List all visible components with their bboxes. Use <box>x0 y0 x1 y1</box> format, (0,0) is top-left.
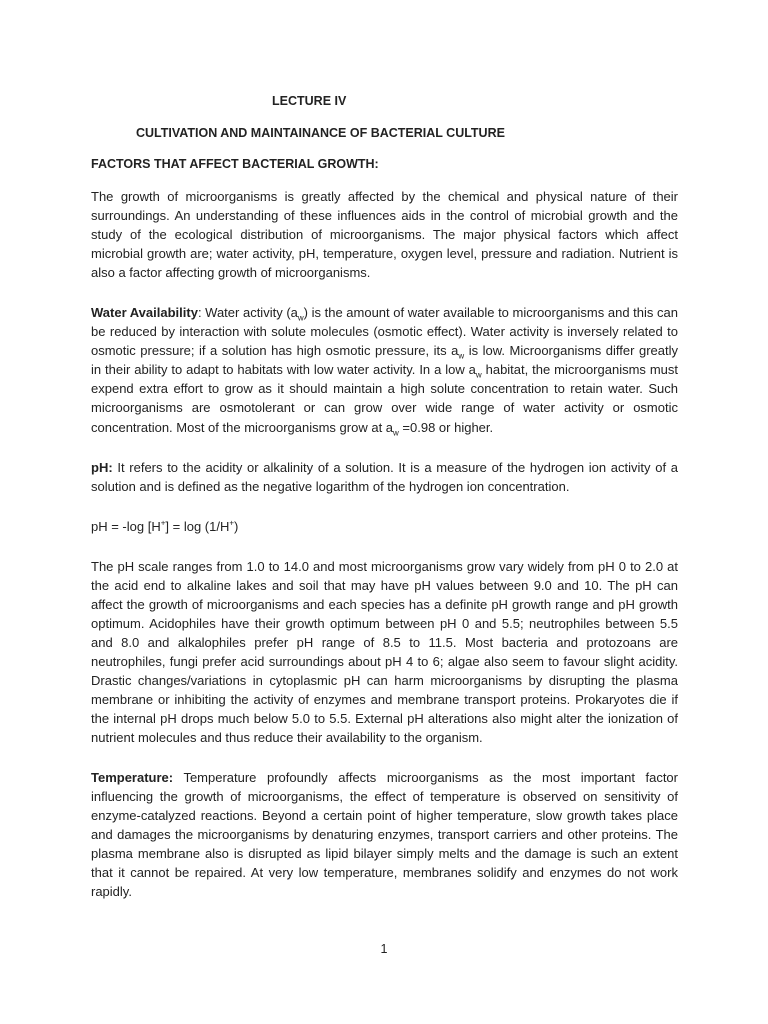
formula-superscript-2: + <box>229 518 235 528</box>
water-subscript-1: w <box>297 313 304 323</box>
ph-definition: It refers to the acidity or alkalinity of a solution. It is a measure of the hydrogen ion activity of a solution and is defined as the negative logarithm of the hydrogen ion concentration. <box>91 459 678 494</box>
page-number: 1 <box>380 942 388 956</box>
formula-part-b: ] = log (1/H <box>165 518 230 534</box>
water-text-1: : Water activity (a <box>197 305 298 321</box>
water-availability-paragraph <box>91 303 678 436</box>
section-heading: FACTORS THAT AFFECT BACTERIAL GROWTH: <box>91 157 379 171</box>
ph-heading: pH: <box>91 459 113 475</box>
water-text-4: habitat, the microorganisms must expend extra effort to grow as it should maintain a high solute concentration to retain water. Such microorganisms are osmotolerant or can grow over wide range of water activity or osmotic concentration. Most of the microorganisms grow at a <box>91 362 679 435</box>
temperature-paragraph <box>91 768 678 901</box>
water-availability-heading: Water Availability <box>91 305 198 321</box>
water-text-2: ) is the amount of water available to microorganisms and this can be reduced by interaction with solute molecules (osmotic effect). Water activity is inversely related to osmotic pressure; if a solution has high osmotic pressure, its a <box>91 305 678 359</box>
temperature-body: Temperature profoundly affects microorganisms as the most important factor influencing the growth of microorganisms, the effect of temperature is observed on sensitivity of enzyme-catalyzed reactions. Beyond a certain point of higher temperature, slow growth takes place and damages the microorganisms by denaturing enzymes, transport carriers and other proteins. The plasma membrane also is disrupted as lipid bilayer simply melts and the damage is such an extent that it cannot be repaired. At very low temperature, membranes solidify and enzymes do not work rapidly. <box>91 770 678 900</box>
water-subscript-3: w <box>475 370 482 380</box>
ph-formula <box>91 517 678 536</box>
intro-paragraph: The growth of microorganisms is greatly affected by the chemical and physical nature of their surroundings. An understanding of these influences aids in the control of microbial growth and the study of the ecological distribution of microorganisms. The major physical factors which affect microbial growth are; water activity, pH, temperature, oxygen level, pressure and radiation. Nutrient is also a factor affecting growth of microorganisms. <box>91 189 678 281</box>
water-subscript-2: w <box>458 351 465 361</box>
formula-part-c: ) <box>234 518 239 534</box>
water-text-3: is low. Microorganisms differ greatly in their ability to adapt to habitats with low water activity. In a low a <box>91 343 678 378</box>
formula-superscript-1: + <box>160 518 166 528</box>
formula-part-a: pH = -log [H <box>91 518 161 534</box>
ph-paragraph <box>91 458 678 496</box>
lecture-label: LECTURE IV <box>272 94 347 108</box>
ph-body-paragraph: The pH scale ranges from 1.0 to 14.0 and most microorganisms grow vary widely from pH 0 to 2.0 at the acid end to alkaline lakes and soil that may have pH values between 9.0 and 10. The pH can affect the growth of microorganisms and each species has a definite pH growth range and pH growth optimum. Acidophiles have their growth optimum between pH 0 and 5.5; neutrophiles between 5.5 and 8.0 and alkalophiles prefer pH range of 8.5 to 11.5. Most bacteria and protozoans are neutrophiles, fungi prefer acid surroundings about pH 4 to 6; algae also seem to favour slight acidity. Drastic changes/variations in cytoplasmic pH can harm microorganisms by disrupting the plasma membrane or inhibiting the activity of enzymes and membrane transport proteins. Prokaryotes die if the internal pH drops much below 5.0 to 5.5. External pH alterations also might alter the ionization of nutrient molecules and thus reduce their availability to the organism. <box>91 558 678 746</box>
water-subscript-4: w <box>393 428 399 438</box>
water-text-5: =0.98 or higher. <box>398 419 494 435</box>
temperature-heading: Temperature: <box>91 770 174 786</box>
page-title: CULTIVATION AND MAINTAINANCE OF BACTERIAL CULTURE <box>136 126 505 140</box>
